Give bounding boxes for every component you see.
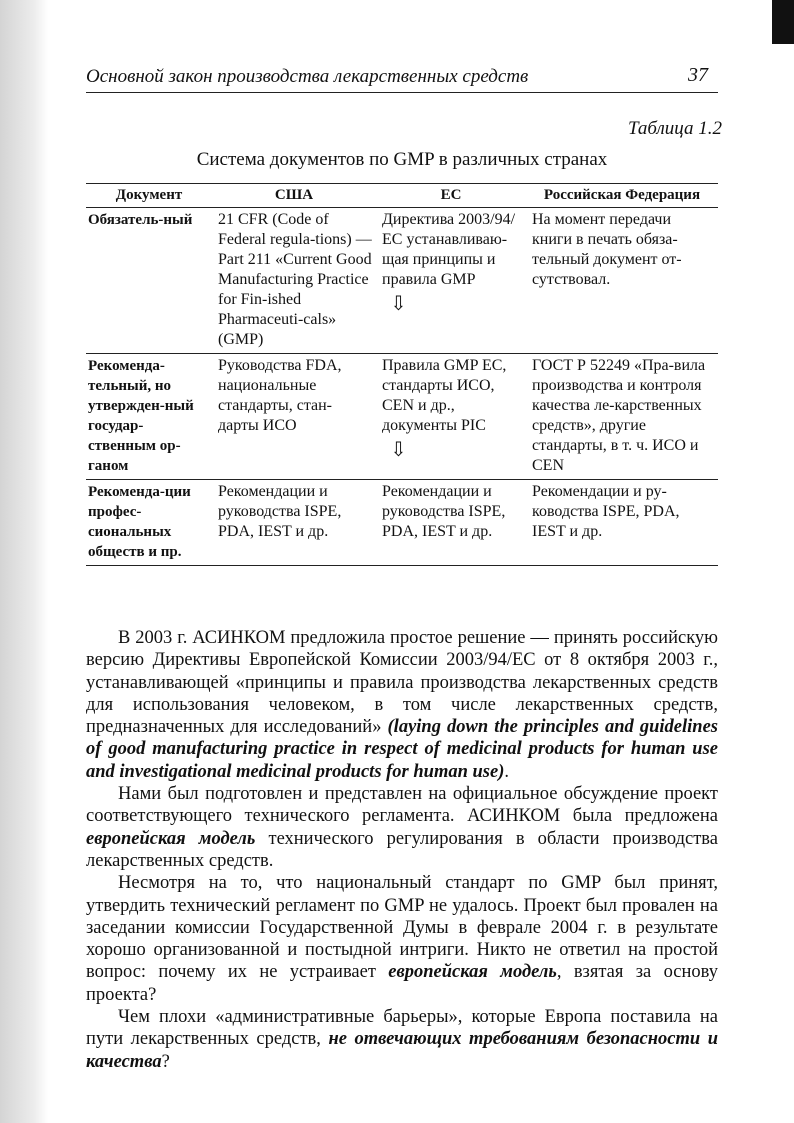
- table-row: [86, 208, 718, 354]
- cell-usa: Рекомендации и руководства ISPE, PDA, IEST и др.: [212, 480, 376, 566]
- column-header-russia: Российская Федерация: [526, 184, 718, 208]
- paragraph: [86, 783, 718, 872]
- paragraph-text: технического регулирования в области производства лекарственных средств.: [86, 828, 718, 871]
- cell-usa: 21 CFR (Code of Federal regula-tions) — Part 211 «Current Good Manufacturing Practice for Fin-ished Pharmaceuti-cals» (GMP): [212, 208, 376, 354]
- running-header: [86, 66, 718, 93]
- paragraph: [86, 1006, 718, 1073]
- paragraph: [86, 872, 718, 1006]
- paragraph-text: Чем плохи «административные барьеры», которые Европа поставила на пути лекарственных средств,: [86, 1007, 718, 1050]
- cell-eu-text: Правила GMP ЕС, стандарты ИСО, CEN и др., документы PIC: [382, 357, 507, 434]
- page-number: 37: [688, 64, 708, 86]
- paragraph: [86, 627, 718, 783]
- paragraph-text: , взятая за основу проекта?: [86, 962, 719, 1005]
- down-arrow-icon: ⇩: [390, 293, 407, 315]
- row-type-recommended-approved: Рекоменда-тельный, но утвержден-ный государ-ственным ор-ганом: [86, 354, 212, 480]
- cell-eu: Рекомендации и руководства ISPE, PDA, IEST и др.: [376, 480, 526, 566]
- table-row: [86, 480, 718, 566]
- cell-eu: [376, 208, 526, 354]
- cell-eu: [376, 354, 526, 480]
- paragraph-text: Несмотря на то, что национальный стандарт по GMP был принят, утвердить технический регламент по GMP не удалось. Проект был провален на заседании комиссии Государственной Думы в феврале 2004 г. в результате хорошо организованной и постыдной интриги. Никто не ответил на простой вопрос: почему их не устраивает: [86, 873, 718, 983]
- paragraph-text: В 2003 г. АСИНКОМ предложила простое решение — принять российскую версию Директивы Европейской Комиссии 2003/94/ЕС от 8 октября 2003 г., устанавливающей «принципы и правила производства лекарственных средств для использования человеком, в том числе лекарственных средств, предназначенных для исследований»: [86, 628, 718, 738]
- cell-russia: ГОСТ Р 52249 «Пра-вила производства и контроля качества ле-карственных средств», другие стандарты, в т. ч. ИСО и CEN: [526, 354, 718, 480]
- emphasis: европейская модель: [86, 828, 256, 849]
- english-title-quote: (laying down the principles and guidelines of good manufacturing practice in respect of medicinal products for human use and investigational medicinal products for human use): [86, 717, 718, 782]
- cell-russia: На момент передачи книги в печать обяза-тельный документ от-сутствовал.: [526, 208, 718, 354]
- emphasis: не отвечающих требованиям безопасности и качества: [86, 1029, 718, 1072]
- cell-eu-text: Директива 2003/94/ЕС устанавливаю-щая принципы и правила GMP: [382, 211, 516, 288]
- column-header-eu: ЕС: [376, 184, 526, 208]
- page-left-shadow: [0, 0, 48, 1123]
- body-text: [86, 627, 718, 1073]
- gmp-documents-table: [86, 183, 718, 566]
- table-number: Таблица 1.2: [628, 118, 722, 139]
- table-caption: Система документов по GMP в различных странах: [196, 149, 608, 170]
- header-title: Основной закон производства лекарственных средств: [86, 66, 529, 87]
- paragraph-text: .: [504, 761, 509, 782]
- cell-russia: Рекомендации и ру-ководства ISPE, PDA, IEST и др.: [526, 480, 718, 566]
- paragraph-text: Нами был подготовлен и представлен на официальное обсуждение проект соответствующего технического регламента. АСИНКОМ была предложена: [86, 784, 718, 827]
- column-header-usa: США: [212, 184, 376, 208]
- column-header-document: Документ: [86, 184, 212, 208]
- row-type-professional-societies: Рекоменда-ции профес-сиональных обществ и пр.: [86, 480, 212, 566]
- table-row: [86, 354, 718, 480]
- down-arrow-icon: ⇩: [390, 439, 407, 461]
- paragraph-text: ?: [161, 1051, 170, 1072]
- row-type-mandatory: Обязатель-ный: [86, 208, 212, 354]
- scan-corner-mark: [772, 0, 794, 44]
- cell-usa: Руководства FDA, национальные стандарты, стан-дарты ИСО: [212, 354, 376, 480]
- table-header-row: [86, 184, 718, 208]
- emphasis: европейская модель: [388, 962, 557, 983]
